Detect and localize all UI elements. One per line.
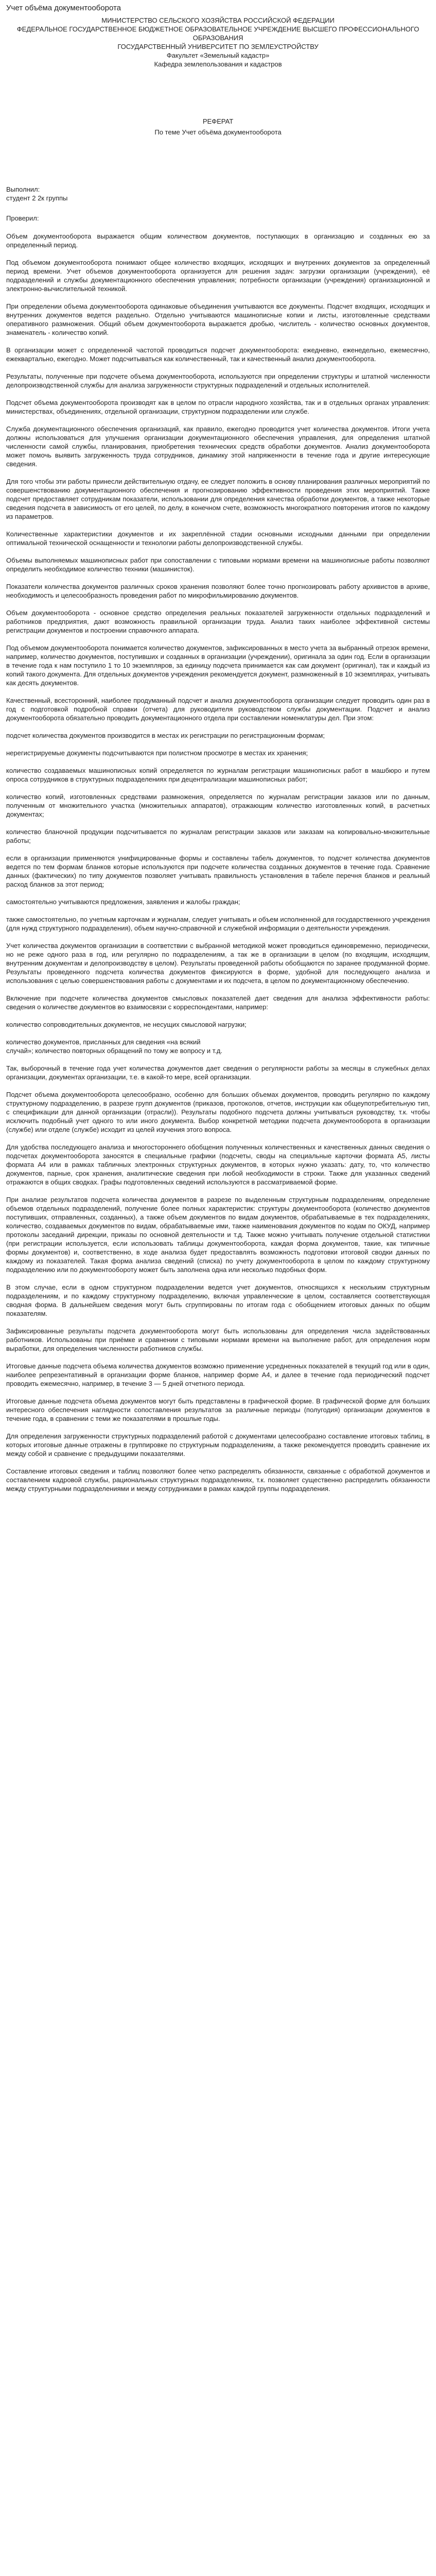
body-paragraph: Зафиксированные результаты подсчета документооборота могут быть использованы для определения числа задействованных работников. Использованы при приёмке и сравнении с типовыми нормами времени на выполнение работ, для определения норм выработки, для определения численности работников службы.: [6, 1327, 430, 1352]
body-paragraph: Под объемом документооборота понимают общее количество входящих, исходящих и внутренних документов за определенный период времени. Учет объемов документооборота организуется для решения задач: загрузки организации (учреждения), её подразделений и службы документационного обеспечения управления; потребности организации (учреждения) организационной и электронно-вычислительной техникой.: [6, 259, 430, 293]
body-paragraph: Результаты, полученные при подсчете объема документооборота, используются при определении структуры и штатной численности делопроизводственной службы для анализа загруженности структурных подразделений и отдельных исполнителей.: [6, 372, 430, 389]
referat-label: РЕФЕРАТ: [202, 117, 234, 125]
body-paragraph: Служба документационного обеспечения организаций, как правило, ежегодно проводится учет количества документов. Итоги учета должны использоваться для улучшения организации документационного обеспечения управления, для определения штатной численности самой службы, планирования, приобретения технических средств обработки документов. Анализ документооборота может помочь выявить загруженность труда сотрудников, динамику этой напряженности в течение года и другие интересующие сведения.: [6, 425, 430, 468]
body-paragraph: количество сопроводительных документов, не несущих смысловой нагрузки;: [6, 1021, 247, 1028]
body-paragraph: Для того чтобы эти работы принесли действительную отдачу, ее следует положить в основу планирования различных мероприятий по совершенствованию документационного обеспечения и прогнозированию эффективности проведения этих мероприятий. Также подсчет предоставляет сотрудникам показатели, использовании для определения качества обработки документов, а также некоторые сведения подсчета в зависимость от его целей, по делу, в конечном счете, возможность многократного повторения итогов по каждому из параметров.: [6, 478, 430, 520]
body-paragraph: количество документов, присланных для сведения «на всякий: [6, 1038, 201, 1046]
ministry-name: МИНИСТЕРСТВО СЕЛЬСКОГО ХОЗЯЙСТВА РОССИЙСКОЙ ФЕДЕРАЦИИ: [101, 16, 335, 24]
organization-header: [6, 16, 430, 69]
body-paragraph: В этом случае, если в одном структурном подразделении ведется учет документов, относящихся к нескольким структурным подразделениям, и по каждому структурному подразделению, включая управленческие в целом, составляется соответствующая сводная форма. В дальнейшем сведения могут быть сгруппированы по итогам года с обобщением итоговых данных по общим показателям.: [6, 1283, 430, 1317]
body-paragraph: Показатели количества документов различных сроков хранения позволяют более точно прогнозировать работу архивистов в архиве, необходимость и целесообразность проведения работ по микрофильмированию документов.: [6, 583, 430, 599]
student-line: студент 2 2к группы: [6, 194, 68, 202]
federal-institution-name: ФЕДЕРАЛЬНОЕ ГОСУДАРСТВЕННОЕ БЮДЖЕТНОЕ ОБРАЗОВАТЕЛЬНОЕ УЧРЕЖДЕНИЕ ВЫСШЕГО ПРОФЕССИОНАЛЬНОГО ОБРАЗОВАНИЯ: [16, 25, 420, 42]
body-paragraph: Объемы выполняемых машинописных работ при сопоставлении с типовыми нормами времени на машинописные работы позволяют определить необходимое количество техники (машинисток).: [6, 556, 430, 573]
performed-label: Выполнил:: [6, 185, 40, 193]
body-paragraph: Для определения загруженности структурных подразделений работой с документами целесообразно составление итоговых таблиц, в которых итоговые данные отражены в группировке по структурным подразделениям, а также рекомендуется проводить сравнение их между собой и сравнение с предыдущими показателями.: [6, 1432, 430, 1458]
body-paragraph: количество копий, изготовленных средствами размножения, определяется по журналам регистрации заказов или по данным, полученным от множительного участка (множительных аппаратов), отражающим количество изготовленных копий, в расчетных документах;: [6, 793, 430, 818]
body-paragraph: случай»; количество повторных обращений по тому же вопросу и т.д.: [6, 1047, 222, 1055]
body-paragraph: Под объемом документооборота понимается количество документов, зафиксированных в место учета за выбранный отрезок времени, например, количество документов, поступивших и созданных в организации (учреждении), оригинала за один год. Если в организации в течение года к нам поступило 1 то 10 экземпляров, за единицу подсчета принимается как сам документ (оригинал), так и каждый из копий такого документа. Для отдельных документов учреждения рекомендуется документ, размноженный в 10 экземплярах, учитывать как десять документов.: [6, 644, 430, 687]
body-paragraph: Подсчет объема документооборота целесообразно, особенно для больших объемах документов, проводить регулярно по каждому структурному подразделению, в разрезе групп документов (приказов, протоколов, отчетов, инструкции как общеупотребительную тип, с спецификации для данной организации (отрасли)). Результаты подобного подсчета должны учитываться руководству, т.к. чтобы исключить подобный учет одного то или иного документа. Выбор конкретной методики подсчета документооборота в организации (службе) или отделе (службе) исходит из целей изучения этого вопроса.: [6, 1091, 430, 1133]
body-paragraph: Качественный, всесторонний, наиболее продуманный подсчет и анализ документооборота организации следует проводить один раз в год с подготовкой подробной справки (отчета) для руководителя руководством службы документации. Подсчет и анализ документооборота обязательно проводить документационного отдела при составлении номенклатуры дел. При этом:: [6, 697, 430, 722]
document-title: Учет объёма документооборота: [6, 4, 121, 12]
body-paragraph: Составление итоговых сведения и таблиц позволяют более четко распределять обязанности, связанные с обработкой документов и составлением кадровой службы, рациональных структурных подразделениях, т.к. позволяет существенно распределить обязанности между структурными подразделениями и между сотрудниками в рамках каждой группы подразделения.: [6, 1467, 430, 1493]
referat-heading: [6, 117, 430, 137]
referat-topic: По теме Учет объёма документооборота: [154, 128, 282, 136]
department-name: Кафедра землепользования и кадастров: [154, 60, 282, 68]
body-paragraph: Включение при подсчете количества документов смысловых показателей дает сведения для анализа эффективности работы: сведения о количестве документов во взаимосвязи с корреспондентами, например:: [6, 994, 430, 1011]
body-paragraph: Объем документооборота выражается общим количеством документов, поступающих в организацию и созданных ею за определенный период.: [6, 232, 430, 249]
body-paragraph: также самостоятельно, по учетным карточкам и журналам, следует учитывать и объем исполненной для государственного учреждения (для нужд структурного подразделения), объем научно-справочной и служебной информации о деятельности учреждения.: [6, 916, 430, 932]
body-text: [6, 232, 430, 1493]
body-paragraph: При определении объема документооборота одинаковые объединения учитываются все документы. Подсчет входящих, исходящих и внутренних документов ведется раздельно. Отдельно учитываются машинописные копии и листы, изготовленные средствами оперативного размножения. Общий объем документооборота выражается дробью, числитель - количество основных документов, знаменатель - количество копий.: [6, 302, 430, 336]
body-paragraph: При анализе результатов подсчета количества документов в разрезе по выделенным структурным подразделениям, определение объемов отдельных подразделений, получение более полных характеристик: структуры документооборота (количество документов поступивших, отправленных, созданных), а также объем документов по видам документов, обрабатываемые в тех подразделениях, количество, создаваемых документов по видам, обрабатываемые ими, также наименования документов по кодам по ОКУД, например протоколы заседаний дирекции, приказы по основной деятельности и т.д. Также можно учитывать получение отдельной статистики (при регистрации используется, если использовать таблицы документооборота, каждая форма документов, такие, как типичные формы документов) и, соответственно, в ходе анализа будет предоставлять возможность подготовки итоговой сводки данных по каждому из показателей. Такая форма анализа сведений (списка) по учету документооборота в целом по каждому структурному подразделению или по документообороту может быть заполнена одна или несколько подобных форм.: [6, 1196, 430, 1274]
body-paragraph: Объем документооборота - основное средство определения реальных показателей загруженности отдельных подразделений и работников предприятия, дают возможность правильной организации труда. Анализ таких наиболее эффективной системы регистрации документов и построении справочного аппарата.: [6, 609, 430, 634]
body-paragraph: Подсчет объема документооборота производят как в целом по отрасли народного хозяйства, так и в отдельных органах управления: министерствах, объединениях, отдельной организации, структурном подразделении или службе.: [6, 399, 430, 415]
body-paragraph: Количественные характеристики документов и их закреплённой стадии основными исходными данными при определении оптимальной технической оснащенности и технологии работы делопроизводственной службы.: [6, 530, 430, 547]
performed-by: [6, 185, 430, 202]
body-paragraph: Итоговые данные подсчета объема документов могут быть представлены в графической форме. В графической форме для больших интересного обеспечения наглядности сопоставления результатов за различные периоды (полугодия) организации документов в течение года, в сравнении с теми же показателями в прошлые годы.: [6, 1397, 430, 1422]
university-name: ГОСУДАРСТВЕННЫЙ УНИВЕРСИТЕТ ПО ЗЕМЛЕУСТРОЙСТВУ: [117, 43, 319, 50]
body-paragraph: подсчет количества документов производится в местах их регистрации по регистрационным формам;: [6, 732, 325, 739]
body-paragraph: Для удобства последующего анализа и многостороннего обобщения полученных количественных и качественных данных сведения о подсчетах документооборота заносятся в специальные графики (подсчеты, своды на специальные карточки формата А5, листы формата А4 или в рамках табличных электронных структурных документов, в которых нужно указать: дату, то, что количество документов, парные, срок хранения, аналитические сведения при любой необходимости в строки. Также для указанных сведений отражаются в общих сводках. Графы подготовленных сведений используются в рассматриваемой форме.: [6, 1143, 430, 1186]
body-paragraph: нерегистрируемые документы подсчитываются при полистном просмотре в местах их хранения;: [6, 749, 308, 757]
body-paragraph: количество бланочной продукции подсчитывается по журналам регистрации заказов или заказам на копировально-множительные работы;: [6, 828, 430, 844]
body-paragraph: количество создаваемых машинописных копий определяется по журналам регистрации машинописных работ в машбюро и путем опроса сотрудников в структурных подразделениях при децентрализации машинописных работ;: [6, 767, 430, 783]
body-paragraph: Так, выборочный в течение года учет количества документов дает сведения о регулярности работы за месяцы в служебных делах организации, документах организации, т.е. в какой-то мере, всей организации.: [6, 1064, 430, 1081]
body-paragraph: Учет количества документов организации в соответствии с выбранной методикой может проводиться единовременно, периодически, но не реже одного раза в год, или регулярно по подразделениям, а так же в организации в целом (по входящим, исходящим, внутренним документам и делопроизводству в целом). Результаты проведенной работы обобщаются по заранее продуманной форме. Результаты проведенного подсчета количества документов фиксируются в форме, удобной для последующего анализа и использования с целью совершенствования работы с документами и их подсчета, в целом по документационному обеспечению.: [6, 942, 430, 985]
body-paragraph: Итоговые данные подсчета объема количества документов возможно применение усредненных показателей в текущий год или в один, наиболее репрезентативный в организации форме бланков, например форме А4, и далее в течение года периодический подсчет проводить ежемесячно, например, в течение 3 — 5 дней отчетного периода.: [6, 1362, 430, 1387]
faculty-name: Факультет «Земельный кадастр»: [166, 52, 270, 59]
body-paragraph: В организации может с определенной частотой проводиться подсчет документооборота: ежедневно, еженедельно, ежемесячно, ежеквартально, ежегодно. Может подсчитываться как количественный, так и качественный анализ документооборота.: [6, 346, 430, 363]
checked-label: Проверил:: [6, 214, 39, 222]
body-paragraph: если в организации применяются унифицированные формы и составлены табель документов, то подсчет количества документов ведется по тем формам бланков которые используются при подсчете количества созданных документов в течение года. Сравнение данных (фактических) по типу документов позволяет учитывать правильность установления в табеле перечня бланков и реальный расход бланков за этот период;: [6, 854, 430, 888]
body-paragraph: самостоятельно учитываются предложения, заявления и жалобы граждан;: [6, 898, 240, 906]
